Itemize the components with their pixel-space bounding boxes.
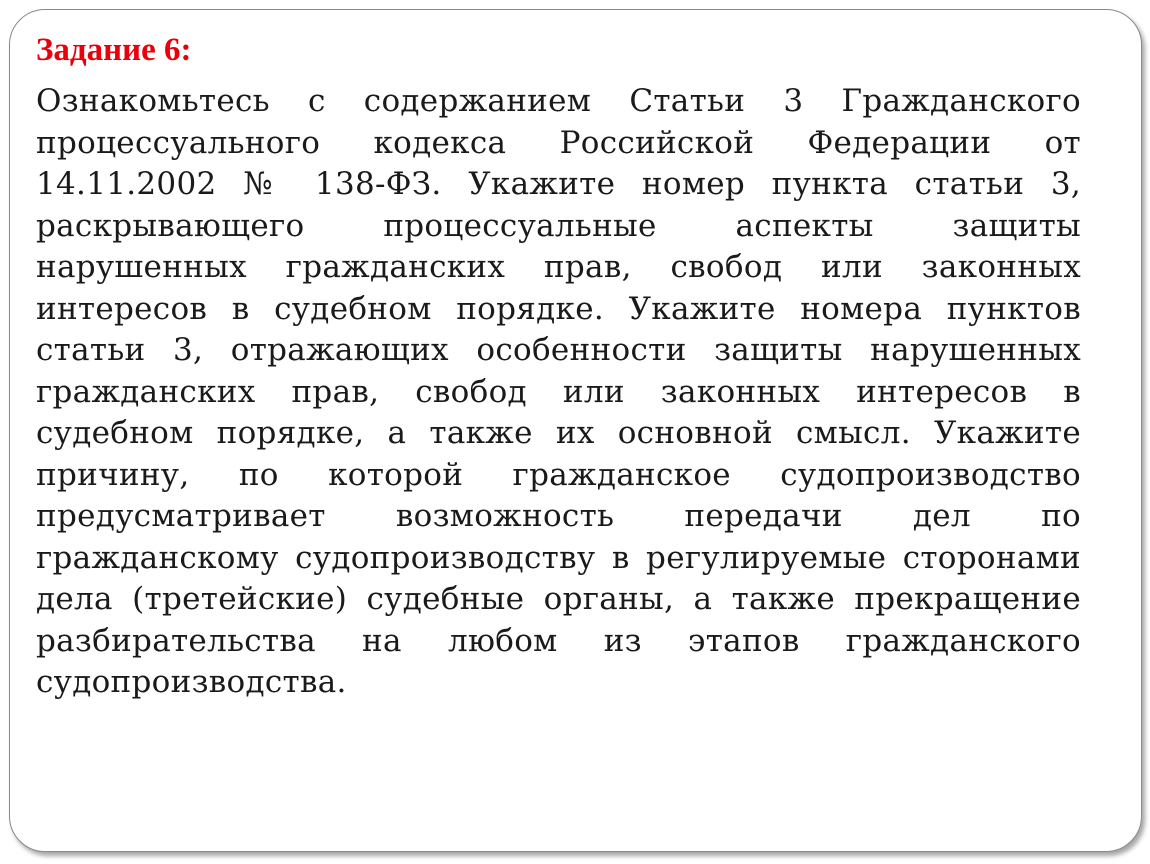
task-text: Ознакомьтесь с содержанием Статьи 3 Гражданского процессуального кодекса Российской Федерации от 14.11.2002 № 138-ФЗ. Укажите номер пункта статьи 3, раскрывающего процессуальные аспекты защиты нарушенных гражданских прав, свобод или законных интересов в судебном порядке. Укажите номера пунктов статьи 3, отражающих особенности защиты нарушенных гражданских прав, свобод или законных интересов в судебном порядке, а также их основной смысл. Укажите причину, по которой гражданское судопроизводство предусматривает возможность передачи дел по гражданскому судопроизводству в регулируемые сторонами дела (третейские) судебные органы, а также прекращение разбирательства на любом из этапов гражданского судопроизводства. (36, 83, 1081, 700)
slide-title: Задание 6: (36, 32, 192, 68)
